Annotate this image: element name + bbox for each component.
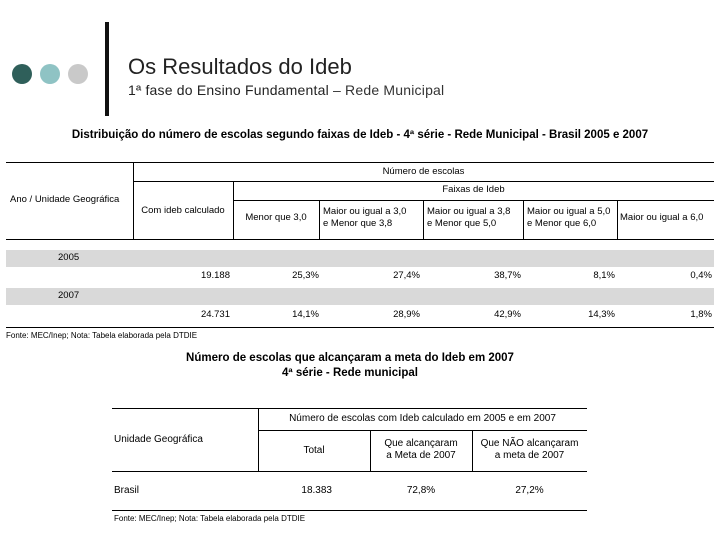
table2-cell: 72,8% bbox=[406, 485, 436, 496]
title-divider bbox=[105, 22, 109, 116]
table2-col-header: Que NÃO alcançaram a meta de 2007 bbox=[480, 438, 579, 461]
table1-cell: 24.731 bbox=[200, 309, 230, 320]
table2-row-label: Brasil bbox=[114, 485, 140, 496]
light-teal-dot-icon bbox=[40, 64, 60, 84]
gray-dot-icon bbox=[68, 64, 88, 84]
subtitle-main: 1ª fase do Ensino Fundamental bbox=[128, 82, 329, 98]
table1-cell: 38,7% bbox=[494, 270, 521, 281]
table1-cell: 19.188 bbox=[200, 270, 230, 281]
year-band-2007 bbox=[6, 288, 714, 305]
table1-cell: 1,8% bbox=[690, 309, 712, 320]
table1-col-header: Maior ou igual a 6,0 bbox=[620, 212, 704, 223]
table1-year-label: 2005 bbox=[58, 252, 80, 263]
table1-cell: 28,9% bbox=[393, 309, 420, 320]
table1-cell: 0,4% bbox=[690, 270, 712, 281]
table1-caption: Distribuição do número de escolas segundo faixas de Ideb - 4ª série - Rede Municipal - Brasil 2005 e 2007 bbox=[71, 129, 649, 141]
table1-cell: 27,4% bbox=[393, 270, 420, 281]
table1-faixas-header: Faixas de Ideb bbox=[442, 184, 505, 195]
table1-cell: 14,1% bbox=[292, 309, 319, 320]
page-subtitle bbox=[128, 82, 444, 98]
table2-group-header: Número de escolas com Ideb calculado em 2005 e em 2007 bbox=[289, 413, 556, 424]
table2-cell: 18.383 bbox=[301, 485, 332, 496]
table2-cell: 27,2% bbox=[515, 485, 544, 496]
table1-col-header: Maior ou igual a 5,0 e Menor que 6,0 bbox=[527, 206, 611, 229]
table1-cell: 8,1% bbox=[593, 270, 615, 281]
table1-cell: 25,3% bbox=[292, 270, 319, 281]
table1-row-header: Ano / Unidade Geográfica bbox=[10, 194, 120, 205]
table2-col-header: Que alcançaram a Meta de 2007 bbox=[384, 438, 458, 461]
table1-cell: 42,9% bbox=[494, 309, 521, 320]
table1-col-calc: Com ideb calculado bbox=[141, 205, 225, 216]
table1-cell: 14,3% bbox=[588, 309, 615, 320]
table1-source: Fonte: MEC/Inep; Nota: Tabela elaborada pela DTDIE bbox=[6, 331, 198, 340]
table2-caption-line2: 4ª série - Rede municipal bbox=[282, 367, 418, 379]
table2-col-header: Total bbox=[303, 445, 325, 456]
table1-group-header: Número de escolas bbox=[382, 166, 465, 177]
table2-source: Fonte: MEC/Inep; Nota: Tabela elaborada pela DTDIE bbox=[114, 514, 306, 523]
table1-year-label: 2007 bbox=[58, 290, 80, 301]
table1-col-header: Menor que 3,0 bbox=[245, 212, 307, 223]
table1-col-header: Maior ou igual a 3,0 e Menor que 3,8 bbox=[323, 206, 407, 229]
table2-row-header: Unidade Geográfica bbox=[114, 434, 203, 445]
dark-teal-dot-icon bbox=[12, 64, 32, 84]
year-band-2005 bbox=[6, 250, 714, 267]
table2-caption-line1: Número de escolas que alcançaram a meta do Ideb em 2007 bbox=[186, 352, 514, 364]
table1-col-header: Maior ou igual a 3,8 e Menor que 5,0 bbox=[427, 206, 511, 229]
subtitle-rest: – Rede Municipal bbox=[328, 82, 445, 98]
page-title: Os Resultados do Ideb bbox=[128, 54, 352, 79]
